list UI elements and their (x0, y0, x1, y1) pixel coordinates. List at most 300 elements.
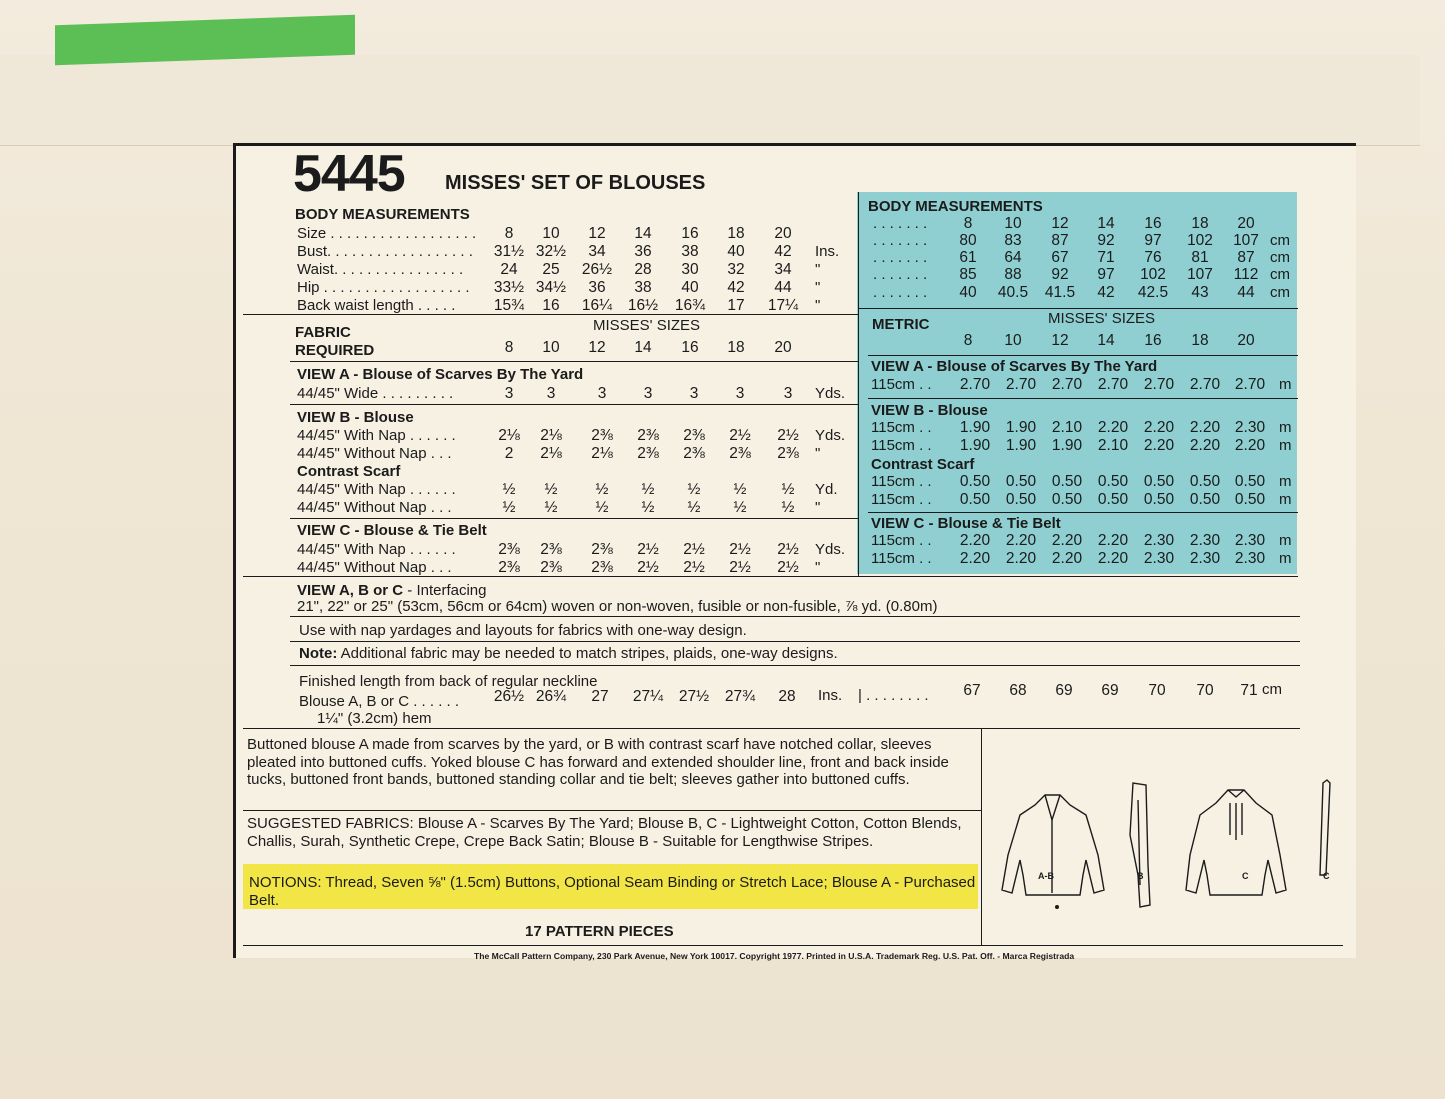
finished-length-cm: 70 (1148, 682, 1166, 699)
metric-measurement-value: 42 (1097, 284, 1115, 301)
metric-measurement-value: 112 (1233, 266, 1259, 283)
divider (868, 355, 1298, 356)
metric-scarf-row-label: 115cm . . (871, 491, 932, 508)
body-measurement-unit: Ins. (815, 243, 840, 260)
fabric-size-header: 14 (634, 339, 652, 356)
metric-view-c-row-unit: m (1279, 550, 1292, 567)
metric-measurement-label: . . . . . . . (873, 284, 928, 301)
metric-view-b-row-unit: m (1279, 419, 1292, 436)
scarf-row-value: ½ (733, 481, 747, 498)
view-b-row-value: 2½ (729, 427, 751, 444)
metric-view-c-row-value: 2.20 (1005, 532, 1037, 549)
view-b-row-value: 2½ (777, 427, 799, 444)
metric-scarf-row-unit: m (1279, 473, 1292, 490)
view-a-title: VIEW A - Blouse of Scarves By The Yard (297, 366, 584, 383)
metric-scarf-row-value: 0.50 (1234, 473, 1266, 490)
metric-view-b-row-value: 2.20 (1189, 437, 1221, 454)
metric-scarf-row-value: 0.50 (1143, 473, 1175, 490)
metric-view-a-row-value: 2.70 (1097, 376, 1129, 393)
view-b-row-value: 2⅜ (729, 445, 751, 462)
finished-length-cm: 70 (1196, 682, 1214, 699)
metric-scarf-row-value: 0.50 (1189, 473, 1221, 490)
metric-scarf-row-value: 0.50 (1097, 473, 1129, 490)
body-measurement-label: Size . . . . . . . . . . . . . . . . . . (297, 225, 477, 242)
finished-length-in: 27¼ (632, 688, 664, 705)
view-a-row-value: 3 (735, 385, 745, 402)
view-b-row-unit: Yds. (815, 427, 846, 444)
view-b-row-value: 2⅛ (540, 427, 562, 444)
metric-measurement-value: 81 (1191, 249, 1209, 266)
metric-view-c-row-value: 2.30 (1143, 550, 1175, 567)
view-a-row-unit: Yds. (815, 385, 846, 402)
body-measurement-label: Hip . . . . . . . . . . . . . . . . . . (297, 279, 470, 296)
fabric-size-header: 20 (774, 339, 792, 356)
scarf-title: Contrast Scarf (297, 463, 401, 480)
fabric-size-header: 12 (588, 339, 606, 356)
body-measurement-value: 42 (774, 243, 792, 260)
body-measurement-value: 32 (727, 261, 745, 278)
metric-measurement-value: 87 (1237, 249, 1255, 266)
suggested-fabrics: SUGGESTED FABRICS: Blouse A - Scarves By The Yard; Blouse B, C - Lightweight Cotton, Cotton Blends, Challis, Surah, Synthetic Crepe, Crepe Back Satin; Blouse B - Suitable for Lengthwise Stripes. (247, 815, 962, 850)
metric-scarf-row-value: 0.50 (1005, 491, 1037, 508)
body-measurement-value: 25 (542, 261, 560, 278)
metric-measurement-unit: cm (1270, 284, 1290, 301)
metric-view-c-row-value: 2.30 (1143, 532, 1175, 549)
body-measurement-value: 8 (504, 225, 514, 242)
metric-measurement-value: 16 (1144, 215, 1162, 232)
view-c-row-value: 2½ (729, 541, 751, 558)
body-measurement-value: 12 (588, 225, 606, 242)
body-measurement-value: 30 (681, 261, 699, 278)
fabric-size-header: 8 (504, 339, 514, 356)
body-measurement-unit: " (815, 279, 821, 296)
metric-view-b-title: VIEW B - Blouse (871, 402, 988, 419)
view-b-row-value: 2⅛ (498, 427, 520, 444)
view-c-row-unit: Yds. (815, 541, 846, 558)
metric-measurement-value: 18 (1191, 215, 1209, 232)
description: Buttoned blouse A made from scarves by the yard, or B with contrast scarf have notched collar, sleeves pleated into buttoned cuffs. Yoked blouse C has forward and extended shoulder line, front and back inside tucks, buttoned front bands, buttoned standing collar and tie belt; sleeves gather into buttoned cuffs. (247, 736, 949, 788)
fabric-heading: FABRIC (295, 324, 351, 341)
divider (981, 728, 982, 945)
finished-length-cm: 71 (1240, 682, 1258, 699)
finished-length-in: 27¾ (724, 688, 756, 705)
view-c-row-value: 2½ (777, 559, 799, 576)
metric-view-c-row-value: 2.20 (1097, 532, 1129, 549)
nap-note: Use with nap yardages and layouts for fabrics with one-way design. (299, 622, 747, 639)
finished-length-cm: 69 (1101, 682, 1119, 699)
view-b-row-label: 44/45" With Nap . . . . . . (297, 427, 456, 444)
finished-length-label: Blouse A, B or C . . . . . . (299, 693, 460, 710)
body-measurement-value: 42 (727, 279, 745, 296)
metric-measurement-label: . . . . . . . (873, 232, 928, 249)
body-measurement-value: 28 (634, 261, 652, 278)
metric-measurement-label: . . . . . . . (873, 215, 928, 232)
view-a-row-value: 3 (783, 385, 793, 402)
finished-length-separator: | . . . . . . . . (858, 687, 929, 704)
metric-scarf-row-value: 0.50 (1051, 473, 1083, 490)
view-a-row-label: 44/45" Wide . . . . . . . . . (297, 385, 454, 402)
view-a-row-value: 3 (597, 385, 607, 402)
metric-view-c-row-value: 2.30 (1189, 550, 1221, 567)
metric-view-a-row-value: 2.70 (1051, 376, 1083, 393)
interfacing-title (297, 582, 487, 599)
body-measurement-value: 32½ (535, 243, 567, 260)
finished-length-cm: 69 (1055, 682, 1073, 699)
metric-measurement-value: 64 (1004, 249, 1022, 266)
body-measurements-heading: BODY MEASUREMENTS (295, 206, 470, 223)
divider (858, 192, 859, 576)
scarf-row-label: 44/45" With Nap . . . . . . (297, 481, 456, 498)
scarf-row-value: ½ (687, 481, 701, 498)
metric-measurement-value: 44 (1237, 284, 1255, 301)
finished-length-title: Finished length from back of regular neckline (299, 673, 598, 690)
metric-measurement-value: 71 (1097, 249, 1115, 266)
view-c-row-value: 2½ (683, 559, 705, 576)
metric-measurement-value: 43 (1191, 284, 1209, 301)
note-label: Note: (299, 645, 338, 662)
divider (858, 308, 1298, 309)
view-c-row-value: 2½ (637, 541, 659, 558)
finished-length-in: 28 (778, 688, 796, 705)
metric-view-c-row-value: 2.20 (1051, 550, 1083, 567)
metric-view-c-row-value: 2.20 (959, 550, 991, 567)
view-c-row-value: 2½ (637, 559, 659, 576)
metric-view-c-row-value: 2.30 (1234, 550, 1266, 567)
body-measurement-value: 26½ (581, 261, 613, 278)
metric-size-header: 14 (1097, 332, 1115, 349)
metric-measurement-value: 42.5 (1137, 284, 1169, 301)
metric-view-a-title: VIEW A - Blouse of Scarves By The Yard (871, 358, 1158, 375)
divider (290, 665, 1300, 666)
scarf-row-value: ½ (733, 499, 747, 516)
divider (243, 728, 1300, 729)
metric-scarf-row-value: 0.50 (1051, 491, 1083, 508)
metric-view-b-row-value: 2.20 (1143, 437, 1175, 454)
view-c-row-value: 2⅜ (540, 559, 562, 576)
metric-view-a-row-value: 2.70 (1234, 376, 1266, 393)
body-measurement-label: Bust. . . . . . . . . . . . . . . . . . (297, 243, 473, 260)
finished-length-unit-cm: cm (1262, 681, 1282, 698)
scarf-row-value: ½ (544, 499, 558, 516)
body-measurement-value: 17¼ (767, 297, 799, 314)
metric-measurement-value: 97 (1144, 232, 1162, 249)
metric-measurement-value: 107 (1187, 266, 1213, 283)
finished-length-in: 27½ (678, 688, 710, 705)
note (299, 645, 838, 662)
metric-measurement-value: 87 (1051, 232, 1069, 249)
metric-measurement-value: 92 (1097, 232, 1115, 249)
finished-length-in: 26½ (493, 688, 525, 705)
body-measurement-value: 10 (542, 225, 560, 242)
metric-scarf-row-value: 0.50 (1005, 473, 1037, 490)
divider (243, 810, 981, 811)
body-measurement-value: 16¼ (581, 297, 613, 314)
metric-view-b-row-value: 2.20 (1234, 437, 1266, 454)
view-c-row-value: 2⅜ (591, 541, 613, 558)
metric-view-a-row-label: 115cm . . (871, 376, 932, 393)
scarf-row-value: ½ (781, 481, 795, 498)
metric-measurement-value: 20 (1237, 215, 1255, 232)
metric-view-a-row-unit: m (1279, 376, 1292, 393)
view-c-row-value: 2⅜ (591, 559, 613, 576)
view-a-row-value: 3 (643, 385, 653, 402)
scarf-row-value: ½ (595, 499, 609, 516)
divider (290, 641, 1300, 642)
metric-measurement-value: 67 (1051, 249, 1069, 266)
metric-scarf-row-value: 0.50 (1143, 491, 1175, 508)
metric-view-b-row-value: 2.20 (1189, 419, 1221, 436)
body-measurement-value: 15¾ (493, 297, 525, 314)
body-measurement-value: 16½ (627, 297, 659, 314)
metric-view-b-row-value: 2.10 (1097, 437, 1129, 454)
view-c-row-value: 2⅜ (540, 541, 562, 558)
view-b-row-unit: " (815, 445, 821, 462)
scarf-row-value: ½ (502, 481, 516, 498)
metric-measurement-unit: cm (1270, 249, 1290, 266)
metric-view-c-row-label: 115cm . . (871, 550, 932, 567)
view-c-row-value: 2⅜ (498, 559, 520, 576)
view-b-row-value: 2⅜ (683, 445, 705, 462)
interfacing-title-suffix: - Interfacing (403, 582, 487, 599)
view-b-title: VIEW B - Blouse (297, 409, 414, 426)
finished-length-cm: 67 (963, 682, 981, 699)
sketch-label: C (1242, 871, 1249, 881)
scarf-row-value: ½ (641, 481, 655, 498)
envelope-flap (0, 55, 1420, 146)
body-measurement-unit: " (815, 261, 821, 278)
fabric-size-header: 18 (727, 339, 745, 356)
metric-measurement-value: 97 (1097, 266, 1115, 283)
sketch-label: A-B (1038, 871, 1054, 881)
metric-size-header: 20 (1237, 332, 1255, 349)
finished-length-in: 27 (591, 688, 609, 705)
interfacing-text: 21", 22" or 25" (53cm, 56cm or 64cm) woven or non-woven, fusible or non-fusible, ⅞ yd. (0.80m) (297, 598, 938, 615)
metric-measurement-value: 107 (1233, 232, 1259, 249)
scarf-row-value: ½ (595, 481, 609, 498)
metric-scarf-row-value: 0.50 (1189, 491, 1221, 508)
view-c-title: VIEW C - Blouse & Tie Belt (297, 522, 487, 539)
scarf-row-value: ½ (687, 499, 701, 516)
metric-measurement-value: 92 (1051, 266, 1069, 283)
blouse-sketches (990, 775, 1350, 915)
view-c-row-value: 2½ (777, 541, 799, 558)
view-c-row-value: 2½ (729, 559, 751, 576)
body-measurement-value: 16 (542, 297, 560, 314)
scarf-row-value: ½ (641, 499, 655, 516)
metric-view-c-row-value: 2.20 (1051, 532, 1083, 549)
body-measurement-value: 16 (681, 225, 699, 242)
divider (290, 361, 858, 362)
metric-view-c-row-value: 2.30 (1189, 532, 1221, 549)
metric-measurement-label: . . . . . . . (873, 249, 928, 266)
metric-size-header: 12 (1051, 332, 1069, 349)
metric-measurement-unit: cm (1270, 232, 1290, 249)
metric-view-c-title: VIEW C - Blouse & Tie Belt (871, 515, 1061, 532)
metric-scarf-row-unit: m (1279, 491, 1292, 508)
view-c-row-value: 2⅜ (498, 541, 520, 558)
metric-view-b-row-value: 1.90 (959, 437, 991, 454)
divider (868, 512, 1298, 513)
metric-measurement-value: 40 (959, 284, 977, 301)
scarf-row-unit: Yd. (815, 481, 838, 498)
metric-view-b-row-value: 2.20 (1143, 419, 1175, 436)
body-measurement-value: 40 (727, 243, 745, 260)
metric-scarf-row-value: 0.50 (959, 473, 991, 490)
metric-size-header: 10 (1004, 332, 1022, 349)
finished-length-cm: 68 (1009, 682, 1027, 699)
metric-measurement-unit: cm (1270, 266, 1290, 283)
view-a-row-value: 3 (689, 385, 699, 402)
body-measurement-value: 20 (774, 225, 792, 242)
note-text: Additional fabric may be needed to match stripes, plaids, one-way designs. (337, 645, 838, 662)
view-a-row-value: 3 (504, 385, 514, 402)
metric-measurement-value: 76 (1144, 249, 1162, 266)
view-b-row-value: 2⅜ (591, 427, 613, 444)
view-b-row-value: 2⅜ (637, 445, 659, 462)
finished-length-unit-in: Ins. (818, 687, 843, 704)
metric-view-b-row-label: 115cm . . (871, 437, 932, 454)
scarf-row-value: ½ (781, 499, 795, 516)
metric-measurement-label: . . . . . . . (873, 266, 928, 283)
view-b-row-value: 2⅜ (777, 445, 799, 462)
metric-view-c-row-value: 2.20 (1005, 550, 1037, 567)
body-measurement-value: 24 (500, 261, 518, 278)
view-b-row-value: 2⅛ (591, 445, 613, 462)
metric-measurement-value: 41.5 (1044, 284, 1076, 301)
metric-measurement-value: 83 (1004, 232, 1022, 249)
metric-view-b-row-value: 2.10 (1051, 419, 1083, 436)
scarf-row-label: 44/45" Without Nap . . . (297, 499, 452, 516)
sketch-label: C (1323, 871, 1330, 881)
metric-scarf-row-label: 115cm . . (871, 473, 932, 490)
metric-measurement-value: 14 (1097, 215, 1115, 232)
metric-measurement-value: 102 (1187, 232, 1213, 249)
divider (290, 518, 858, 519)
metric-view-c-row-label: 115cm . . (871, 532, 932, 549)
metric-measurement-value: 40.5 (997, 284, 1029, 301)
body-measurement-value: 38 (681, 243, 699, 260)
metric-view-b-row-unit: m (1279, 437, 1292, 454)
view-b-row-label: 44/45" Without Nap . . . (297, 445, 452, 462)
metric-scarf-title: Contrast Scarf (871, 456, 975, 473)
pattern-pieces: 17 PATTERN PIECES (525, 923, 674, 940)
metric-view-a-row-value: 2.70 (1189, 376, 1221, 393)
body-measurement-value: 34 (588, 243, 606, 260)
metric-view-b-row-value: 1.90 (1005, 437, 1037, 454)
view-c-row-label: 44/45" With Nap . . . . . . (297, 541, 456, 558)
metric-view-c-row-value: 2.20 (1097, 550, 1129, 567)
body-measurement-value: 17 (727, 297, 745, 314)
metric-scarf-row-value: 0.50 (1234, 491, 1266, 508)
metric-view-a-row-value: 2.70 (1005, 376, 1037, 393)
metric-view-b-row-value: 1.90 (1005, 419, 1037, 436)
body-measurement-value: 36 (588, 279, 606, 296)
body-measurement-value: 18 (727, 225, 745, 242)
metric-view-b-row-label: 115cm . . (871, 419, 932, 436)
view-b-row-value: 2⅜ (683, 427, 705, 444)
metric-measurement-value: 61 (959, 249, 977, 266)
metric-view-b-row-value: 1.90 (1051, 437, 1083, 454)
body-measurement-value: 33½ (493, 279, 525, 296)
metric-heading: METRIC (872, 316, 930, 333)
pattern-number: 5445 (293, 145, 405, 203)
interfacing-title-bold: VIEW A, B or C (297, 582, 404, 599)
body-measurement-value: 31½ (493, 243, 525, 260)
dot-mark (1055, 905, 1059, 909)
body-measurement-value: 16¾ (674, 297, 706, 314)
notions: NOTIONS: Thread, Seven ⅝" (1.5cm) Buttons, Optional Seam Binding or Stretch Lace; Blouse A - Purchased Belt. (249, 874, 976, 909)
metric-view-c-row-unit: m (1279, 532, 1292, 549)
metric-sizes-label: MISSES' SIZES (1048, 310, 1156, 327)
finished-length-in: 26¾ (535, 688, 567, 705)
view-b-row-value: 2⅛ (540, 445, 562, 462)
metric-size-header: 8 (963, 332, 973, 349)
fabric-size-header: 16 (681, 339, 699, 356)
metric-view-b-row-value: 2.30 (1234, 419, 1266, 436)
metric-measurement-value: 10 (1004, 215, 1022, 232)
view-c-row-label: 44/45" Without Nap . . . (297, 559, 452, 576)
body-measurement-value: 44 (774, 279, 792, 296)
divider (868, 398, 1298, 399)
view-c-row-value: 2½ (683, 541, 705, 558)
view-c-row-unit: " (815, 559, 821, 576)
finished-length-hem: 1¼" (3.2cm) hem (317, 710, 432, 727)
scarf-row-unit: " (815, 499, 821, 516)
fabric-size-header: 10 (542, 339, 560, 356)
body-measurement-value: 34½ (535, 279, 567, 296)
sketch-label: B (1137, 871, 1144, 881)
metric-size-header: 18 (1191, 332, 1209, 349)
body-measurement-label: Back waist length . . . . . (297, 297, 456, 314)
body-measurement-value: 36 (634, 243, 652, 260)
divider (243, 314, 858, 315)
metric-measurement-value: 85 (959, 266, 977, 283)
body-measurement-label: Waist. . . . . . . . . . . . . . . . (297, 261, 464, 278)
scarf-row-value: ½ (502, 499, 516, 516)
metric-measurement-value: 88 (1004, 266, 1022, 283)
metric-view-c-row-value: 2.30 (1234, 532, 1266, 549)
divider (290, 404, 858, 405)
pattern-title: MISSES' SET OF BLOUSES (445, 172, 706, 194)
metric-view-b-row-value: 1.90 (959, 419, 991, 436)
metric-scarf-row-value: 0.50 (1097, 491, 1129, 508)
metric-measurement-value: 80 (959, 232, 977, 249)
view-b-row-value: 2⅜ (637, 427, 659, 444)
body-measurement-value: 40 (681, 279, 699, 296)
metric-scarf-row-value: 0.50 (959, 491, 991, 508)
divider (290, 616, 1300, 617)
metric-size-header: 16 (1144, 332, 1162, 349)
required-heading: REQUIRED (295, 342, 375, 359)
metric-view-a-row-value: 2.70 (959, 376, 991, 393)
body-measurement-value: 38 (634, 279, 652, 296)
body-measurement-value: 14 (634, 225, 652, 242)
scarf-row-value: ½ (544, 481, 558, 498)
body-measurement-value: 34 (774, 261, 792, 278)
metric-view-a-row-value: 2.70 (1143, 376, 1175, 393)
copyright-footer: The McCall Pattern Company, 230 Park Avenue, New York 10017. Copyright 1977. Printed in U.S.A. Trademark Reg. U.S. Pat. Off. - Marca Registrada (474, 951, 1075, 961)
divider (243, 945, 1343, 946)
metric-measurement-value: 102 (1140, 266, 1166, 283)
metric-measurement-value: 12 (1051, 215, 1069, 232)
misses-sizes-label: MISSES' SIZES (593, 317, 701, 334)
metric-measurements-heading: BODY MEASUREMENTS (868, 198, 1043, 215)
body-measurement-unit: " (815, 297, 821, 314)
view-a-row-value: 3 (546, 385, 556, 402)
metric-view-b-row-value: 2.20 (1097, 419, 1129, 436)
metric-view-c-row-value: 2.20 (959, 532, 991, 549)
metric-measurement-value: 8 (963, 215, 973, 232)
